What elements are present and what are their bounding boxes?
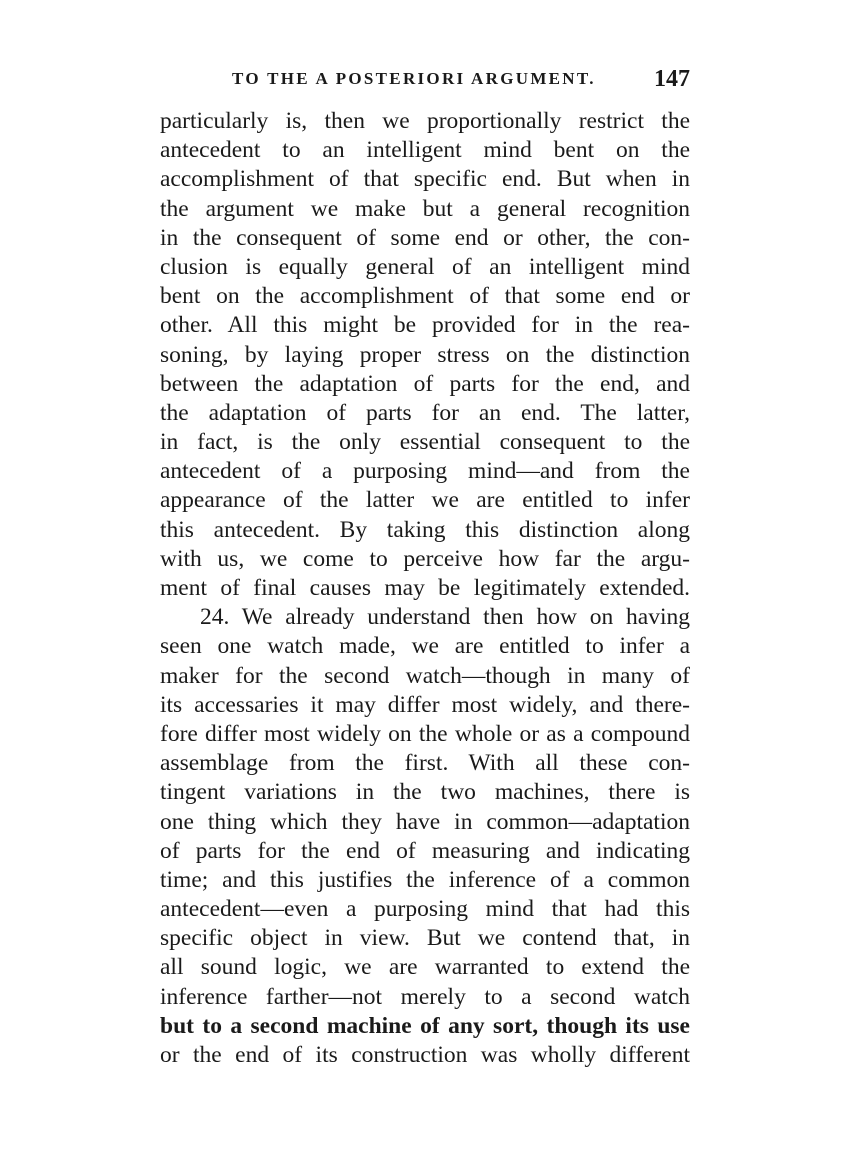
text-line: seen one watch made, we are entitled to infer a <box>160 633 690 660</box>
text-line: its accessaries it may differ most widely, and there- <box>160 691 690 718</box>
text-line: the adaptation of parts for an end. The latter, <box>160 399 690 426</box>
running-header <box>160 62 690 96</box>
text-line: in fact, is the only essential consequent to the <box>160 429 690 456</box>
text-line: but to a second machine of any sort, though its use <box>160 1012 690 1039</box>
running-title: TO THE A POSTERIORI ARGUMENT. <box>232 69 596 88</box>
text-line: specific object in view. But we contend that, in <box>160 925 690 952</box>
body-text <box>160 107 690 1070</box>
text-line: particularly is, then we proportionally restrict the <box>160 108 690 134</box>
text-line: time; and this justifies the inference of a common <box>160 866 690 893</box>
text-line: or the end of its construction was wholly different <box>160 1042 690 1068</box>
text-line: clusion is equally general of an intelligent mind <box>160 253 690 280</box>
text-line: between the adaptation of parts for the end, and <box>160 370 690 397</box>
text-line: inference farther—not merely to a second watch <box>160 983 690 1010</box>
page-number: 147 <box>654 66 690 92</box>
text-line: accomplishment of that specific end. But when in <box>160 166 690 193</box>
text-line: with us, we come to perceive how far the argu- <box>160 545 690 572</box>
text-line: tingent variations in the two machines, there is <box>160 779 690 806</box>
text-line: soning, by laying proper stress on the distinction <box>160 341 690 368</box>
text-line: appearance of the latter we are entitled to infer <box>160 487 690 514</box>
text-line: fore differ most widely on the whole or as a compound <box>160 720 690 747</box>
text-line: antecedent to an intelligent mind bent on the <box>160 137 690 164</box>
text-line: antecedent of a purposing mind—and from the <box>160 458 690 485</box>
paragraph-start-line: 24. We already understand then how on having <box>200 604 690 631</box>
text-line: bent on the accomplishment of that some end or <box>160 283 690 310</box>
text-line: of parts for the end of measuring and indicating <box>160 837 690 864</box>
text-line: this antecedent. By taking this distinction along <box>160 516 690 543</box>
text-line: ment of final causes may be legitimately extended. <box>160 575 690 601</box>
text-line: assemblage from the first. With all these con- <box>160 750 690 777</box>
text-line: one thing which they have in common—adaptation <box>160 808 690 835</box>
text-line: all sound logic, we are warranted to extend the <box>160 954 690 981</box>
text-line: in the consequent of some end or other, the con- <box>160 224 690 251</box>
text-line: the argument we make but a general recognition <box>160 195 690 222</box>
text-line: maker for the second watch—though in many of <box>160 662 690 689</box>
text-line: other. All this might be provided for in the rea- <box>160 312 690 339</box>
text-line: antecedent—even a purposing mind that had this <box>160 896 690 923</box>
